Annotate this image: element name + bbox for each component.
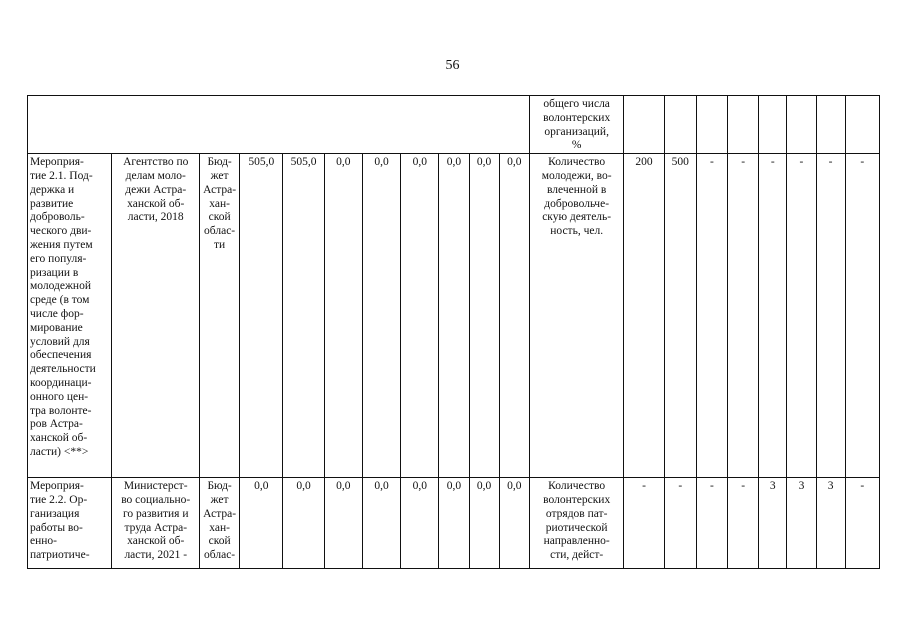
target-cell: - xyxy=(696,478,727,569)
target-cell: 500 xyxy=(664,154,696,478)
target-cell: - xyxy=(759,154,787,478)
target-cell xyxy=(816,96,845,154)
table-row-continuation xyxy=(28,96,880,154)
target-cell: - xyxy=(787,154,816,478)
value-cell: 0,0 xyxy=(401,478,439,569)
target-cell: - xyxy=(728,478,759,569)
target-cell: - xyxy=(845,154,879,478)
value-cell: 0,0 xyxy=(439,478,469,569)
funding-source-cell: Бюд- жет Астра- хан- ской облас- ти xyxy=(199,154,239,478)
page-number: 56 xyxy=(445,58,460,73)
target-cell: 3 xyxy=(759,478,787,569)
target-cell: - xyxy=(728,154,759,478)
target-cell xyxy=(696,96,727,154)
value-cell: 0,0 xyxy=(324,478,362,569)
target-cell xyxy=(759,96,787,154)
value-cell: 0,0 xyxy=(499,478,529,569)
value-cell: 0,0 xyxy=(469,478,499,569)
event-name-cell: Мероприя- тие 2.2. Ор- ганизация работы во- енно- патриотиче- xyxy=(28,478,112,569)
target-cell: 200 xyxy=(624,154,664,478)
value-cell: 505,0 xyxy=(240,154,283,478)
value-cell: 0,0 xyxy=(469,154,499,478)
executor-cell: Агентство по делам моло- дежи Астра- ханской об- ласти, 2018 xyxy=(112,154,200,478)
program-table xyxy=(27,95,880,569)
value-cell: 0,0 xyxy=(324,154,362,478)
value-cell: 0,0 xyxy=(362,154,400,478)
executor-cell: Министерст- во социально- го развития и труда Астра- ханской об- ласти, 2021 - xyxy=(112,478,200,569)
value-cell: 0,0 xyxy=(439,154,469,478)
indicator-cell: общего числа волонтерских организаций, % xyxy=(529,96,624,154)
event-name-cell: Мероприя- тие 2.1. Под- держка и развитие доброволь- ческого дви- жения путем его популя- ризации в молодежной среде (в том числе фор- мирование условий для обеспечения деятельности координаци- онного цен- тра волонте- ров Астра- ханской об- ласти) <**> xyxy=(28,154,112,478)
target-cell: - xyxy=(845,478,879,569)
table-row-event-2-1 xyxy=(28,154,880,478)
target-cell: - xyxy=(696,154,727,478)
target-cell: 3 xyxy=(816,478,845,569)
target-cell xyxy=(664,96,696,154)
indicator-cell: Количество молодежи, во- влеченной в добровольче- скую деятель- ность, чел. xyxy=(529,154,624,478)
target-cell: 3 xyxy=(787,478,816,569)
target-cell: - xyxy=(816,154,845,478)
value-cell: 0,0 xyxy=(240,478,283,569)
target-cell xyxy=(787,96,816,154)
empty-merged-cell xyxy=(28,96,530,154)
value-cell: 0,0 xyxy=(499,154,529,478)
value-cell: 0,0 xyxy=(283,478,324,569)
value-cell: 0,0 xyxy=(401,154,439,478)
target-cell xyxy=(624,96,664,154)
value-cell: 505,0 xyxy=(283,154,324,478)
target-cell: - xyxy=(664,478,696,569)
table-row-event-2-2 xyxy=(28,478,880,569)
target-cell: - xyxy=(624,478,664,569)
indicator-cell: Количество волонтерских отрядов пат- риотической направленно- сти, дейст- xyxy=(529,478,624,569)
value-cell: 0,0 xyxy=(362,478,400,569)
target-cell xyxy=(845,96,879,154)
funding-source-cell: Бюд- жет Астра- хан- ской облас- xyxy=(199,478,239,569)
target-cell xyxy=(728,96,759,154)
